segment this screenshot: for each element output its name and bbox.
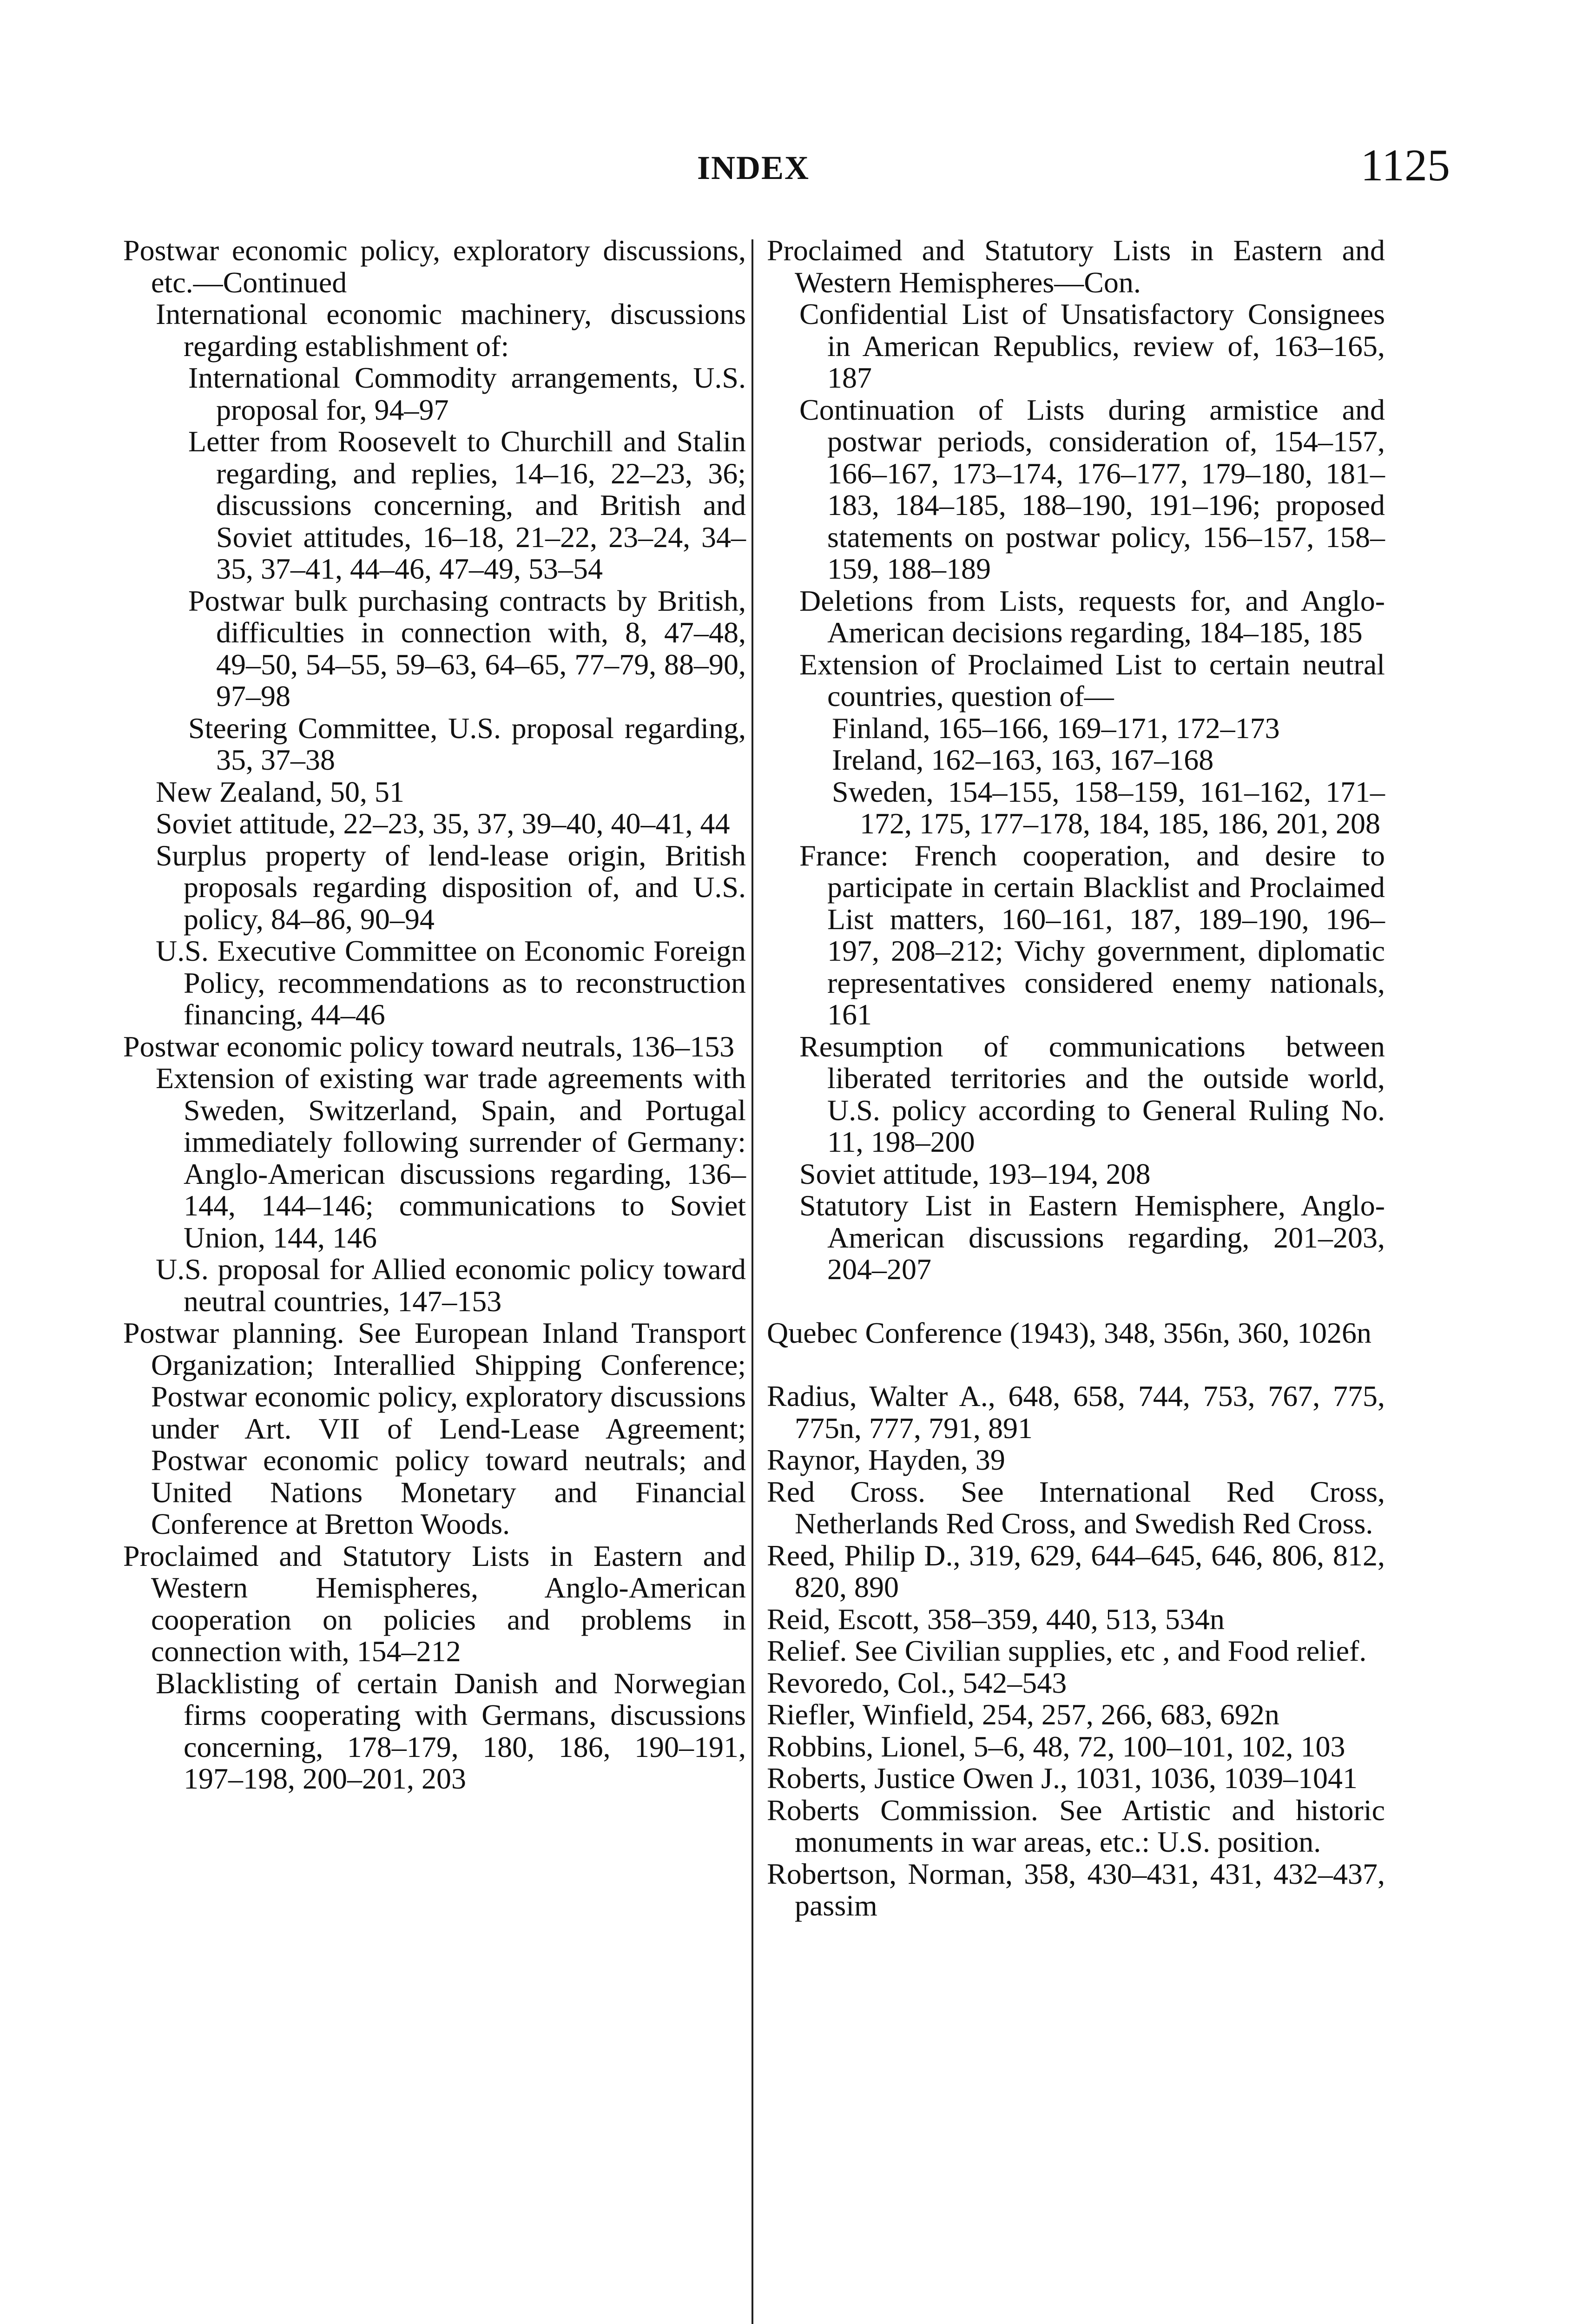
index-entry: Quebec Conference (1943), 348, 356n, 360, 1026n bbox=[767, 1316, 1371, 1349]
index-entry: Proclaimed and Statutory Lists in Eastern and Western Hemispheres, Anglo-American cooperation on policies and problems in connection with, 154–212 bbox=[123, 1539, 746, 1668]
index-subentry: Surplus property of lend-lease origin, British proposals regarding disposition of, and U.S. policy, 84–86, 90–94 bbox=[156, 838, 746, 936]
index-subentry: Extension of Proclaimed List to certain neutral countries, question of— bbox=[799, 647, 1385, 713]
index-subentry: Soviet attitude, 193–194, 208 bbox=[799, 1157, 1151, 1190]
index-subentry: Ireland, 162–163, 163, 167–168 bbox=[832, 743, 1214, 776]
index-column-right bbox=[767, 235, 1385, 1922]
index-subentry: New Zealand, 50, 51 bbox=[156, 775, 404, 808]
index-entry: Robbins, Lionel, 5–6, 48, 72, 100–101, 102, 103 bbox=[767, 1730, 1345, 1763]
index-subentry: Confidential List of Unsatisfactory Consignees in American Republics, review of, 163–165, 187 bbox=[799, 297, 1385, 394]
index-subentry: U.S. Executive Committee on Economic Foreign Policy, recommendations as to reconstruction financing, 44–46 bbox=[156, 934, 746, 1031]
page-header-title: INDEX bbox=[697, 149, 810, 186]
index-entry: Postwar economic policy toward neutrals, 136–153 bbox=[123, 1030, 735, 1063]
index-subentry: Postwar bulk purchasing contracts by British, difficulties in connection with, 8, 47–48, 49–50, 54–55, 59–63, 64–65, 77–79, 88–90, 97–98 bbox=[188, 584, 746, 713]
index-entry: Proclaimed and Statutory Lists in Eastern and Western Hemispheres—Con. bbox=[767, 234, 1385, 299]
index-subentry: Statutory List in Eastern Hemisphere, Anglo-American discussions regarding, 201–203, 204–207 bbox=[799, 1189, 1385, 1286]
index-subentry: Blacklisting of certain Danish and Norwegian firms cooperating with Germans, discussions concerning, 178–179, 180, 186, 190–191, 197–198, 200–201, 203 bbox=[156, 1666, 746, 1795]
index-entry: Robertson, Norman, 358, 430–431, 431, 432–437, passim bbox=[767, 1857, 1385, 1922]
index-subentry: France: French cooperation, and desire to participate in certain Blacklist and Proclaimed List matters, 160–161, 187, 189–190, 196–197, 208–212; Vichy government, diplomatic representatives considered enemy nationals, 161 bbox=[799, 838, 1385, 1031]
index-subentry: Sweden, 154–155, 158–159, 161–162, 171–172, 175, 177–178, 184, 185, 186, 201, 208 bbox=[832, 775, 1385, 840]
index-subentry: Extension of existing war trade agreements with Sweden, Switzerland, Spain, and Portugal immediately following surrender of Germany: Anglo-American discussions regarding, 136–144, 144–146; communications to Soviet Union, 144, 146 bbox=[156, 1062, 746, 1254]
index-column-left bbox=[123, 235, 746, 1795]
index-entry: Revoredo, Col., 542–543 bbox=[767, 1666, 1067, 1699]
index-subentry: International economic machinery, discussions regarding establishment of: bbox=[156, 297, 746, 363]
index-subentry: U.S. proposal for Allied economic policy toward neutral countries, 147–153 bbox=[156, 1253, 746, 1318]
column-divider bbox=[752, 239, 753, 2324]
index-entry: Roberts, Justice Owen J., 1031, 1036, 1039–1041 bbox=[767, 1762, 1358, 1795]
index-entry: Raynor, Hayden, 39 bbox=[767, 1443, 1005, 1476]
index-subentry: Letter from Roosevelt to Churchill and Stalin regarding, and replies, 14–16, 22–23, 36; discussions concerning, and British and Soviet attitudes, 16–18, 21–22, 23–24, 34–35, 37–41, 44–46, 47–49, 53–54 bbox=[188, 425, 746, 585]
index-entry: Reid, Escott, 358–359, 440, 513, 534n bbox=[767, 1602, 1225, 1636]
index-subentry: Resumption of communications between liberated territories and the outside world, U.S. policy according to General Ruling No. 11, 198–200 bbox=[799, 1030, 1385, 1158]
page-number: 1125 bbox=[1360, 140, 1450, 191]
index-entry: Radius, Walter A., 648, 658, 744, 753, 767, 775, 775n, 777, 791, 891 bbox=[767, 1380, 1385, 1445]
index-subentry: Continuation of Lists during armistice and postwar periods, consideration of, 154–157, 166–167, 173–174, 176–177, 179–180, 181–183, 184–185, 188–190, 191–196; proposed statements on postwar policy, 156–157, 158–159, 188–189 bbox=[799, 393, 1385, 585]
index-entry: Riefler, Winfield, 254, 257, 266, 683, 692n bbox=[767, 1698, 1279, 1731]
index-entry: Reed, Philip D., 319, 629, 644–645, 646, 806, 812, 820, 890 bbox=[767, 1538, 1385, 1604]
index-subentry: Finland, 165–166, 169–171, 172–173 bbox=[832, 711, 1280, 745]
index-entry: Postwar planning. See European Inland Transport Organization; Interallied Shipping Conference; Postwar economic policy, exploratory discussions under Art. VII of Lend-Lease Agreement; Postwar economic policy toward neutrals; and United Nations Monetary and Financial Conference at Bretton Woods. bbox=[123, 1316, 746, 1540]
index-subentry: Steering Committee, U.S. proposal regarding, 35, 37–38 bbox=[188, 711, 746, 776]
index-subentry: International Commodity arrangements, U.S. proposal for, 94–97 bbox=[188, 361, 746, 426]
index-entry: Roberts Commission. See Artistic and historic monuments in war areas, etc.: U.S. position. bbox=[767, 1793, 1385, 1858]
index-entry: Postwar economic policy, exploratory discussions, etc.—Continued bbox=[123, 234, 746, 299]
index-entry: Relief. See Civilian supplies, etc , and Food relief. bbox=[767, 1634, 1367, 1667]
index-subentry: Soviet attitude, 22–23, 35, 37, 39–40, 40–41, 44 bbox=[156, 807, 730, 840]
index-entry: Red Cross. See International Red Cross, Netherlands Red Cross, and Swedish Red Cross. bbox=[767, 1475, 1385, 1540]
index-subentry: Deletions from Lists, requests for, and Anglo-American decisions regarding, 184–185, 185 bbox=[799, 584, 1385, 649]
